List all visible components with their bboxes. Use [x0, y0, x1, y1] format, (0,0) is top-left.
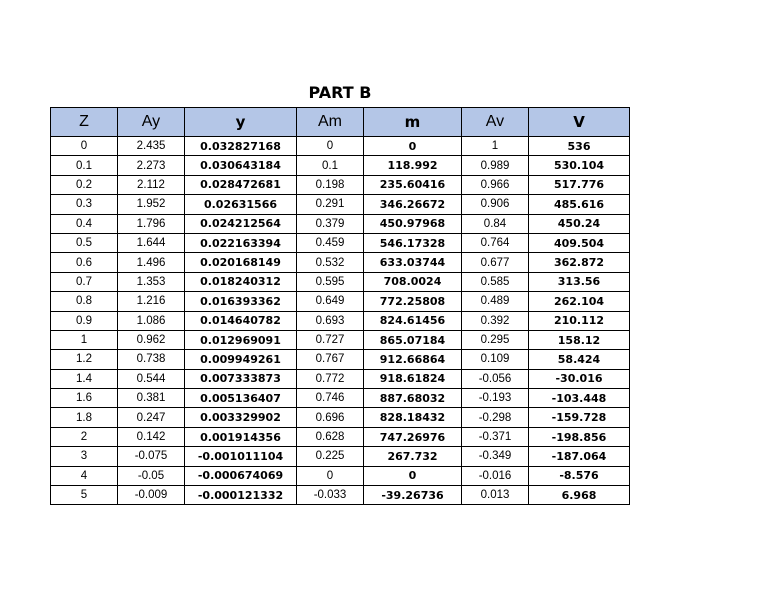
cell-av: 1: [462, 137, 529, 156]
cell-v: 58.424: [529, 350, 630, 369]
header-y: y: [185, 108, 297, 137]
cell-am: 0.198: [297, 175, 364, 194]
cell-y: 0.022163394: [185, 233, 297, 252]
cell-m: 0: [364, 466, 462, 485]
cell-ay: -0.05: [118, 466, 185, 485]
cell-ay: 1.353: [118, 272, 185, 291]
cell-y: 0.028472681: [185, 175, 297, 194]
cell-m: 235.60416: [364, 175, 462, 194]
table-row: [51, 156, 630, 175]
cell-z: 0.3: [51, 195, 118, 214]
cell-m: 918.61824: [364, 369, 462, 388]
cell-am: 0.727: [297, 330, 364, 349]
cell-av: 0.392: [462, 311, 529, 330]
cell-av: 0.585: [462, 272, 529, 291]
header-ay: Ay: [118, 108, 185, 137]
table-row: [51, 389, 630, 408]
cell-ay: 1.216: [118, 292, 185, 311]
cell-am: 0.649: [297, 292, 364, 311]
cell-z: 3: [51, 447, 118, 466]
table-row: [51, 447, 630, 466]
cell-m: 633.03744: [364, 253, 462, 272]
table-row: [51, 195, 630, 214]
cell-v: -8.576: [529, 466, 630, 485]
cell-m: 450.97968: [364, 214, 462, 233]
cell-ay: 2.273: [118, 156, 185, 175]
cell-z: 1.6: [51, 389, 118, 408]
cell-ay: 0.381: [118, 389, 185, 408]
cell-m: 708.0024: [364, 272, 462, 291]
table-row: [51, 253, 630, 272]
cell-v: -30.016: [529, 369, 630, 388]
cell-v: 6.968: [529, 486, 630, 505]
cell-v: 409.504: [529, 233, 630, 252]
cell-y: -0.000121332: [185, 486, 297, 505]
cell-v: 210.112: [529, 311, 630, 330]
table-row: [51, 427, 630, 446]
cell-z: 0.4: [51, 214, 118, 233]
cell-y: 0.014640782: [185, 311, 297, 330]
cell-am: 0.291: [297, 195, 364, 214]
table-row: [51, 350, 630, 369]
cell-m: 887.68032: [364, 389, 462, 408]
cell-m: 824.61456: [364, 311, 462, 330]
cell-ay: 1.496: [118, 253, 185, 272]
cell-y: 0.030643184: [185, 156, 297, 175]
cell-av: 0.489: [462, 292, 529, 311]
cell-y: 0.005136407: [185, 389, 297, 408]
cell-av: -0.056: [462, 369, 529, 388]
cell-am: 0.1: [297, 156, 364, 175]
header-v: V: [529, 108, 630, 137]
cell-am: 0.696: [297, 408, 364, 427]
cell-av: 0.84: [462, 214, 529, 233]
results-table: [50, 107, 630, 505]
cell-m: -39.26736: [364, 486, 462, 505]
cell-av: 0.013: [462, 486, 529, 505]
cell-av: 0.109: [462, 350, 529, 369]
cell-am: -0.033: [297, 486, 364, 505]
cell-y: 0.024212564: [185, 214, 297, 233]
cell-ay: 2.435: [118, 137, 185, 156]
cell-z: 5: [51, 486, 118, 505]
cell-ay: 0.142: [118, 427, 185, 446]
cell-v: -198.856: [529, 427, 630, 446]
cell-m: 546.17328: [364, 233, 462, 252]
cell-am: 0.767: [297, 350, 364, 369]
cell-am: 0.532: [297, 253, 364, 272]
cell-z: 0.6: [51, 253, 118, 272]
cell-av: -0.193: [462, 389, 529, 408]
cell-am: 0.746: [297, 389, 364, 408]
cell-y: 0.012969091: [185, 330, 297, 349]
table-row: [51, 233, 630, 252]
cell-z: 0.7: [51, 272, 118, 291]
cell-ay: 0.247: [118, 408, 185, 427]
table-row: [51, 466, 630, 485]
table-row: [51, 369, 630, 388]
cell-ay: 0.544: [118, 369, 185, 388]
cell-v: 450.24: [529, 214, 630, 233]
table-row: [51, 408, 630, 427]
header-av: Av: [462, 108, 529, 137]
cell-ay: -0.009: [118, 486, 185, 505]
cell-av: 0.989: [462, 156, 529, 175]
cell-m: 118.992: [364, 156, 462, 175]
cell-ay: 1.086: [118, 311, 185, 330]
cell-v: 158.12: [529, 330, 630, 349]
cell-av: -0.016: [462, 466, 529, 485]
cell-y: 0.02631566: [185, 195, 297, 214]
cell-m: 828.18432: [364, 408, 462, 427]
cell-ay: 1.644: [118, 233, 185, 252]
header-m: m: [364, 108, 462, 137]
cell-z: 0.1: [51, 156, 118, 175]
cell-ay: 0.962: [118, 330, 185, 349]
cell-v: 536: [529, 137, 630, 156]
cell-z: 0.9: [51, 311, 118, 330]
cell-z: 1.8: [51, 408, 118, 427]
cell-z: 0.2: [51, 175, 118, 194]
cell-m: 912.66864: [364, 350, 462, 369]
cell-y: -0.000674069: [185, 466, 297, 485]
cell-v: -103.448: [529, 389, 630, 408]
cell-z: 0.8: [51, 292, 118, 311]
cell-am: 0.693: [297, 311, 364, 330]
cell-ay: 1.796: [118, 214, 185, 233]
cell-am: 0.595: [297, 272, 364, 291]
cell-m: 747.26976: [364, 427, 462, 446]
cell-am: 0.772: [297, 369, 364, 388]
cell-m: 346.26672: [364, 195, 462, 214]
table-row: [51, 330, 630, 349]
cell-y: 0.003329902: [185, 408, 297, 427]
cell-m: 267.732: [364, 447, 462, 466]
cell-z: 1.2: [51, 350, 118, 369]
table-row: [51, 214, 630, 233]
cell-z: 0: [51, 137, 118, 156]
cell-v: 262.104: [529, 292, 630, 311]
page-title: PART B: [308, 83, 372, 102]
cell-v: 530.104: [529, 156, 630, 175]
cell-av: 0.677: [462, 253, 529, 272]
table-row: [51, 486, 630, 505]
cell-v: -187.064: [529, 447, 630, 466]
header-row: [51, 108, 630, 137]
cell-ay: -0.075: [118, 447, 185, 466]
cell-av: -0.349: [462, 447, 529, 466]
cell-z: 1: [51, 330, 118, 349]
table-body: [51, 137, 630, 505]
cell-av: 0.966: [462, 175, 529, 194]
cell-y: 0.032827168: [185, 137, 297, 156]
cell-y: 0.009949261: [185, 350, 297, 369]
cell-ay: 1.952: [118, 195, 185, 214]
cell-ay: 0.738: [118, 350, 185, 369]
cell-v: 517.776: [529, 175, 630, 194]
cell-av: 0.295: [462, 330, 529, 349]
cell-am: 0.225: [297, 447, 364, 466]
table-row: [51, 292, 630, 311]
cell-y: 0.018240312: [185, 272, 297, 291]
cell-y: 0.020168149: [185, 253, 297, 272]
cell-am: 0.379: [297, 214, 364, 233]
header-am: Am: [297, 108, 364, 137]
cell-m: 865.07184: [364, 330, 462, 349]
cell-z: 2: [51, 427, 118, 446]
cell-am: 0.459: [297, 233, 364, 252]
cell-av: -0.371: [462, 427, 529, 446]
table-row: [51, 175, 630, 194]
cell-v: 313.56: [529, 272, 630, 291]
cell-am: 0: [297, 137, 364, 156]
cell-am: 0: [297, 466, 364, 485]
cell-v: 362.872: [529, 253, 630, 272]
cell-m: 772.25808: [364, 292, 462, 311]
cell-v: 485.616: [529, 195, 630, 214]
cell-z: 4: [51, 466, 118, 485]
cell-av: 0.764: [462, 233, 529, 252]
cell-av: -0.298: [462, 408, 529, 427]
header-z: Z: [51, 108, 118, 137]
cell-y: -0.001011104: [185, 447, 297, 466]
cell-v: -159.728: [529, 408, 630, 427]
cell-ay: 2.112: [118, 175, 185, 194]
cell-z: 0.5: [51, 233, 118, 252]
cell-y: 0.016393362: [185, 292, 297, 311]
table-row: [51, 272, 630, 291]
table-row: [51, 311, 630, 330]
cell-z: 1.4: [51, 369, 118, 388]
cell-y: 0.001914356: [185, 427, 297, 446]
cell-am: 0.628: [297, 427, 364, 446]
cell-av: 0.906: [462, 195, 529, 214]
cell-y: 0.007333873: [185, 369, 297, 388]
table-row: [51, 137, 630, 156]
cell-m: 0: [364, 137, 462, 156]
